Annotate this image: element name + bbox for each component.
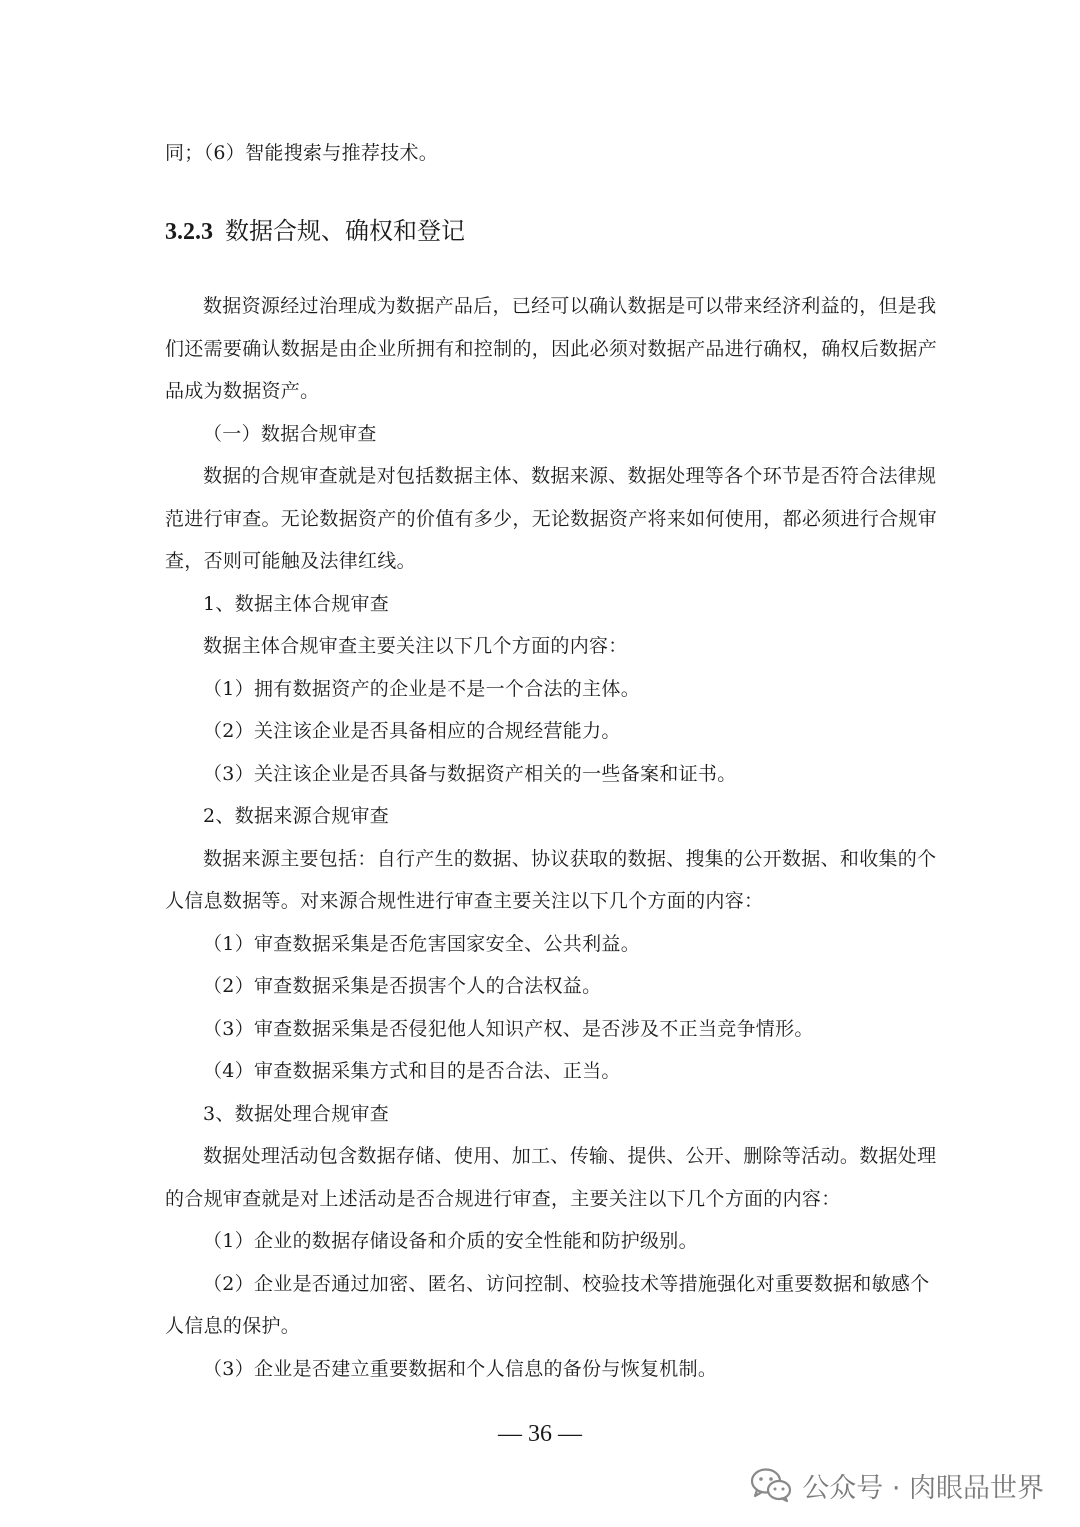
- list-item: （3）关注该企业是否具备与数据资产相关的一些备案和证书。: [203, 763, 737, 785]
- list-item: （3）审查数据采集是否侵犯他人知识产权、是否涉及不正当竞争情形。: [203, 1018, 814, 1040]
- paragraph-line: 查，否则可能触及法律红线。: [165, 550, 416, 572]
- paragraph-line: 品成为数据资产。: [165, 380, 320, 402]
- list-item: （2）关注该企业是否具备相应的合规经营能力。: [203, 720, 621, 742]
- list-item: （3）企业是否建立重要数据和个人信息的备份与恢复机制。: [203, 1358, 718, 1380]
- item-heading: 3、数据处理合规审查: [203, 1103, 390, 1125]
- item-heading: 1、数据主体合规审查: [203, 593, 390, 615]
- paragraph-line: 数据来源主要包括：自行产生的数据、协议获取的数据、搜集的公开数据、和收集的个: [203, 848, 937, 870]
- list-item: （1）审查数据采集是否危害国家安全、公共利益。: [203, 933, 640, 955]
- paragraph-line: 的合规审查就是对上述活动是否合规进行审查，主要关注以下几个方面的内容：: [165, 1188, 841, 1210]
- subsection-heading: （一）数据合规审查: [203, 423, 377, 445]
- section-title: 数据合规、确权和登记: [225, 217, 465, 245]
- list-item-continuation: 人信息的保护。: [165, 1315, 301, 1337]
- paragraph-line: 人信息数据等。对来源合规性进行审查主要关注以下几个方面的内容：: [165, 890, 764, 912]
- list-item: （1）拥有数据资产的企业是不是一个合法的主体。: [203, 678, 640, 700]
- wechat-icon: [750, 1467, 792, 1503]
- item-heading: 2、数据来源合规审查: [203, 805, 390, 827]
- paragraph-line: 数据资源经过治理成为数据产品后，已经可以确认数据是可以带来经济利益的，但是我: [203, 295, 937, 317]
- section-number: 3.2.3: [165, 219, 213, 245]
- paragraph-line: 数据处理活动包含数据存储、使用、加工、传输、提供、公开、删除等活动。数据处理: [203, 1145, 937, 1167]
- paragraph-line: 数据的合规审查就是对包括数据主体、数据来源、数据处理等各个环节是否符合法律规: [203, 465, 937, 487]
- section-heading: [165, 216, 465, 247]
- list-item: （1）企业的数据存储设备和介质的安全性能和防护级别。: [203, 1230, 698, 1252]
- paragraph-line: 数据主体合规审查主要关注以下几个方面的内容：: [203, 635, 628, 657]
- list-item: （4）审查数据采集方式和目的是否合法、正当。: [203, 1060, 621, 1082]
- list-item: （2）审查数据采集是否损害个人的合法权益。: [203, 975, 602, 997]
- list-item: （2）企业是否通过加密、匿名、访问控制、校验技术等措施强化对重要数据和敏感个: [203, 1273, 930, 1295]
- paragraph-line: 同；（6）智能搜索与推荐技术。: [165, 142, 439, 164]
- paragraph-line: 们还需要确认数据是由企业所拥有和控制的，因此必须对数据产品进行确权，确权后数据产: [165, 338, 938, 360]
- paragraph-line: 范进行审查。无论数据资产的价值有多少，无论数据资产将来如何使用，都必须进行合规审: [165, 508, 938, 530]
- watermark: [750, 1462, 1044, 1508]
- page-number: — 36 —: [498, 1421, 582, 1447]
- watermark-text: 公众号 · 肉眼品世界: [802, 1472, 1044, 1504]
